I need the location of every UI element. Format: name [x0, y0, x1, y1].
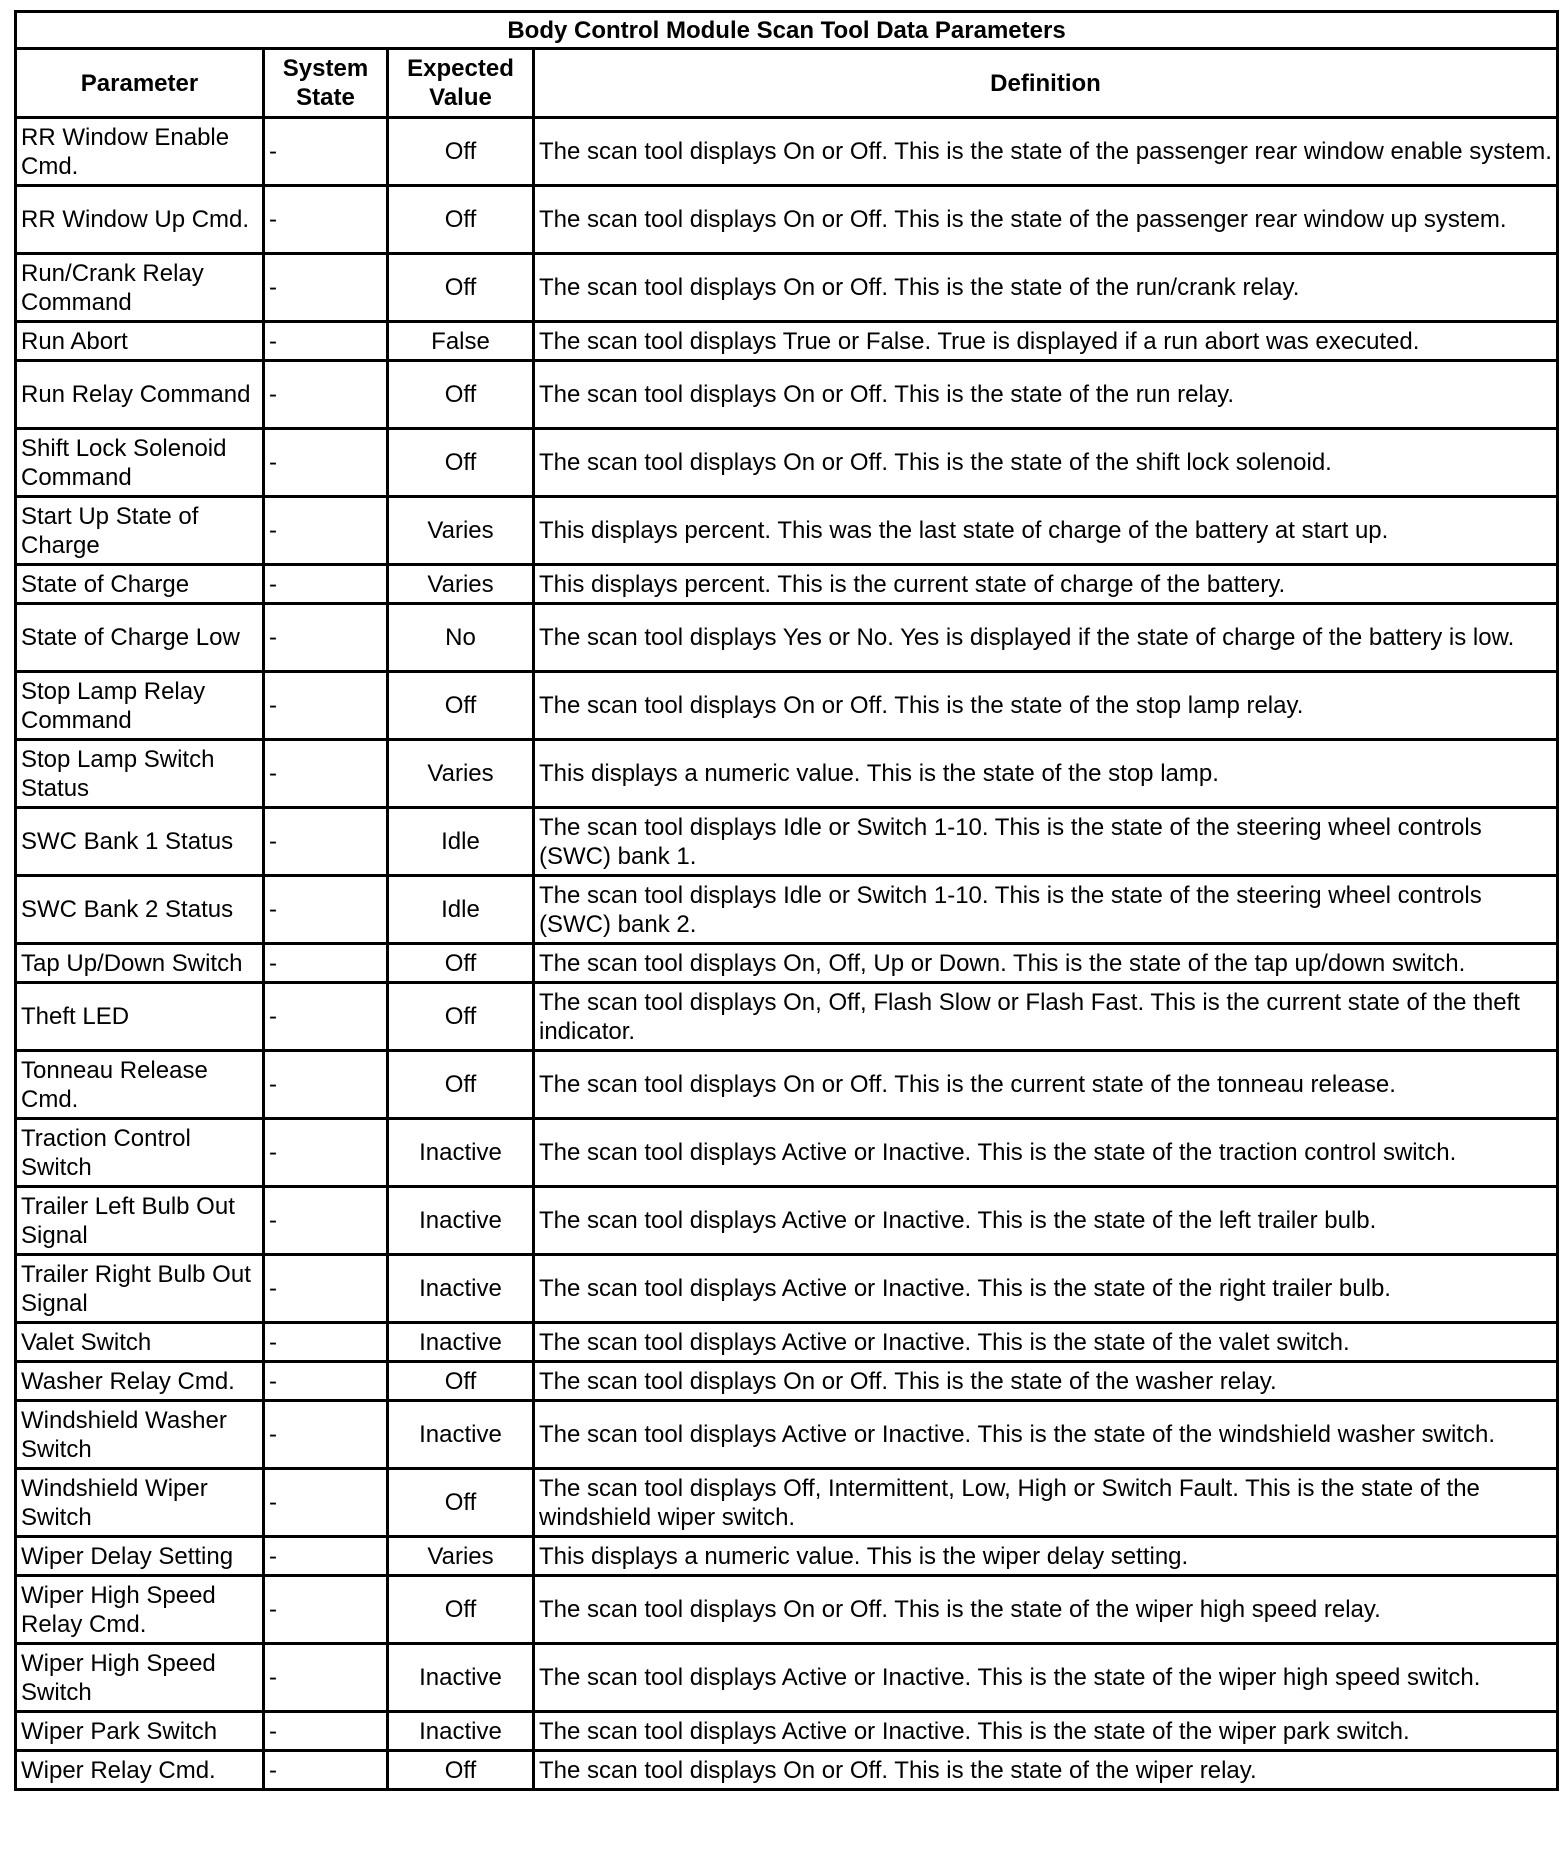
- system-state-cell: -: [264, 1537, 388, 1576]
- definition-cell: The scan tool displays Active or Inactive. This is the state of the wiper high speed switch.: [534, 1644, 1558, 1712]
- table-row: [16, 1323, 1558, 1362]
- table-row: [16, 1751, 1558, 1790]
- parameter-cell: Traction Control Switch: [16, 1119, 264, 1187]
- system-state-cell: -: [264, 876, 388, 944]
- parameter-cell: Windshield Wiper Switch: [16, 1469, 264, 1537]
- table-row: [16, 1255, 1558, 1323]
- expected-value-cell: Idle: [388, 808, 534, 876]
- parameter-cell: State of Charge: [16, 565, 264, 604]
- table-row: [16, 944, 1558, 983]
- definition-cell: This displays a numeric value. This is the wiper delay setting.: [534, 1537, 1558, 1576]
- expected-value-cell: Inactive: [388, 1255, 534, 1323]
- system-state-cell: -: [264, 1187, 388, 1255]
- table-row: [16, 672, 1558, 740]
- table-row: [16, 254, 1558, 322]
- expected-value-cell: Inactive: [388, 1119, 534, 1187]
- definition-cell: The scan tool displays On or Off. This is the state of the shift lock solenoid.: [534, 429, 1558, 497]
- table-row: [16, 808, 1558, 876]
- expected-value-cell: Inactive: [388, 1712, 534, 1751]
- definition-cell: This displays percent. This is the current state of charge of the battery.: [534, 565, 1558, 604]
- table-row: [16, 322, 1558, 361]
- system-state-cell: -: [264, 186, 388, 254]
- system-state-cell: -: [264, 254, 388, 322]
- parameter-cell: Tonneau Release Cmd.: [16, 1051, 264, 1119]
- parameter-cell: Run Abort: [16, 322, 264, 361]
- expected-value-cell: False: [388, 322, 534, 361]
- table-row: [16, 604, 1558, 672]
- table-row: [16, 1712, 1558, 1751]
- definition-cell: The scan tool displays On or Off. This is the current state of the tonneau release.: [534, 1051, 1558, 1119]
- parameter-cell: Washer Relay Cmd.: [16, 1362, 264, 1401]
- definition-cell: The scan tool displays On or Off. This is the state of the wiper high speed relay.: [534, 1576, 1558, 1644]
- table-row: [16, 565, 1558, 604]
- parameter-cell: Trailer Right Bulb Out Signal: [16, 1255, 264, 1323]
- table-row: [16, 1576, 1558, 1644]
- parameter-cell: Stop Lamp Switch Status: [16, 740, 264, 808]
- document-page: [14, 10, 1556, 1791]
- parameter-cell: Wiper High Speed Switch: [16, 1644, 264, 1712]
- table-title: Body Control Module Scan Tool Data Parameters: [16, 12, 1558, 49]
- system-state-cell: -: [264, 1362, 388, 1401]
- definition-cell: The scan tool displays On or Off. This is the state of the passenger rear window up system.: [534, 186, 1558, 254]
- parameter-cell: Wiper Park Switch: [16, 1712, 264, 1751]
- table-row: [16, 118, 1558, 186]
- expected-value-cell: Varies: [388, 565, 534, 604]
- definition-cell: The scan tool displays Yes or No. Yes is displayed if the state of charge of the battery is low.: [534, 604, 1558, 672]
- system-state-cell: -: [264, 361, 388, 429]
- table-row: [16, 876, 1558, 944]
- expected-value-cell: Inactive: [388, 1187, 534, 1255]
- system-state-cell: -: [264, 1401, 388, 1469]
- expected-value-cell: Off: [388, 118, 534, 186]
- expected-value-cell: Off: [388, 1576, 534, 1644]
- definition-cell: The scan tool displays Idle or Switch 1-10. This is the state of the steering wheel controls (SWC) bank 2.: [534, 876, 1558, 944]
- parameter-cell: RR Window Enable Cmd.: [16, 118, 264, 186]
- definition-cell: The scan tool displays Idle or Switch 1-10. This is the state of the steering wheel controls (SWC) bank 1.: [534, 808, 1558, 876]
- column-header-definition: Definition: [534, 49, 1558, 118]
- table-body: [16, 118, 1558, 1790]
- table-row: [16, 429, 1558, 497]
- definition-cell: This displays percent. This was the last state of charge of the battery at start up.: [534, 497, 1558, 565]
- parameter-cell: SWC Bank 2 Status: [16, 876, 264, 944]
- definition-cell: The scan tool displays Off, Intermittent, Low, High or Switch Fault. This is the state of the windshield wiper switch.: [534, 1469, 1558, 1537]
- parameter-cell: Start Up State of Charge: [16, 497, 264, 565]
- definition-cell: The scan tool displays Active or Inactive. This is the state of the valet switch.: [534, 1323, 1558, 1362]
- definition-cell: The scan tool displays On or Off. This is the state of the run/crank relay.: [534, 254, 1558, 322]
- table-row: [16, 361, 1558, 429]
- definition-cell: The scan tool displays On or Off. This is the state of the passenger rear window enable system.: [534, 118, 1558, 186]
- system-state-cell: -: [264, 740, 388, 808]
- expected-value-cell: Off: [388, 186, 534, 254]
- system-state-cell: -: [264, 604, 388, 672]
- table-row: [16, 1119, 1558, 1187]
- system-state-cell: -: [264, 808, 388, 876]
- parameter-cell: Tap Up/Down Switch: [16, 944, 264, 983]
- parameter-cell: Run Relay Command: [16, 361, 264, 429]
- definition-cell: The scan tool displays Active or Inactive. This is the state of the windshield washer switch.: [534, 1401, 1558, 1469]
- parameter-cell: SWC Bank 1 Status: [16, 808, 264, 876]
- table-title-row: [16, 12, 1558, 49]
- system-state-cell: -: [264, 1051, 388, 1119]
- expected-value-cell: Off: [388, 1751, 534, 1790]
- table-row: [16, 1469, 1558, 1537]
- definition-cell: The scan tool displays On or Off. This is the state of the washer relay.: [534, 1362, 1558, 1401]
- system-state-cell: -: [264, 1119, 388, 1187]
- table-row: [16, 1187, 1558, 1255]
- definition-cell: The scan tool displays On or Off. This is the state of the wiper relay.: [534, 1751, 1558, 1790]
- parameter-cell: RR Window Up Cmd.: [16, 186, 264, 254]
- table-row: [16, 1362, 1558, 1401]
- table-row: [16, 1537, 1558, 1576]
- table-header-row: [16, 49, 1558, 118]
- system-state-cell: -: [264, 1712, 388, 1751]
- system-state-cell: -: [264, 1469, 388, 1537]
- system-state-cell: -: [264, 944, 388, 983]
- definition-cell: The scan tool displays On, Off, Flash Slow or Flash Fast. This is the current state of the theft indicator.: [534, 983, 1558, 1051]
- definition-cell: The scan tool displays True or False. True is displayed if a run abort was executed.: [534, 322, 1558, 361]
- definition-cell: The scan tool displays Active or Inactive. This is the state of the wiper park switch.: [534, 1712, 1558, 1751]
- expected-value-cell: Inactive: [388, 1644, 534, 1712]
- parameter-cell: Valet Switch: [16, 1323, 264, 1362]
- expected-value-cell: Off: [388, 254, 534, 322]
- expected-value-cell: Off: [388, 983, 534, 1051]
- scan-tool-data-table: [14, 10, 1559, 1791]
- parameter-cell: Wiper High Speed Relay Cmd.: [16, 1576, 264, 1644]
- system-state-cell: -: [264, 497, 388, 565]
- definition-cell: The scan tool displays Active or Inactive. This is the state of the right trailer bulb.: [534, 1255, 1558, 1323]
- expected-value-cell: No: [388, 604, 534, 672]
- system-state-cell: -: [264, 983, 388, 1051]
- table-row: [16, 1051, 1558, 1119]
- parameter-cell: State of Charge Low: [16, 604, 264, 672]
- table-row: [16, 497, 1558, 565]
- parameter-cell: Stop Lamp Relay Command: [16, 672, 264, 740]
- definition-cell: The scan tool displays On, Off, Up or Down. This is the state of the tap up/down switch.: [534, 944, 1558, 983]
- system-state-cell: -: [264, 1644, 388, 1712]
- column-header-expected-value: Expected Value: [388, 49, 534, 118]
- table-row: [16, 1644, 1558, 1712]
- expected-value-cell: Off: [388, 1362, 534, 1401]
- expected-value-cell: Off: [388, 429, 534, 497]
- system-state-cell: -: [264, 565, 388, 604]
- table-row: [16, 186, 1558, 254]
- system-state-cell: -: [264, 429, 388, 497]
- expected-value-cell: Idle: [388, 876, 534, 944]
- system-state-cell: -: [264, 672, 388, 740]
- expected-value-cell: Varies: [388, 1537, 534, 1576]
- definition-cell: The scan tool displays On or Off. This is the state of the run relay.: [534, 361, 1558, 429]
- system-state-cell: -: [264, 1751, 388, 1790]
- expected-value-cell: Off: [388, 361, 534, 429]
- expected-value-cell: Inactive: [388, 1401, 534, 1469]
- system-state-cell: -: [264, 322, 388, 361]
- expected-value-cell: Off: [388, 672, 534, 740]
- expected-value-cell: Varies: [388, 740, 534, 808]
- expected-value-cell: Varies: [388, 497, 534, 565]
- expected-value-cell: Off: [388, 944, 534, 983]
- parameter-cell: Windshield Washer Switch: [16, 1401, 264, 1469]
- system-state-cell: -: [264, 1576, 388, 1644]
- column-header-parameter: Parameter: [16, 49, 264, 118]
- parameter-cell: Wiper Relay Cmd.: [16, 1751, 264, 1790]
- system-state-cell: -: [264, 118, 388, 186]
- table-row: [16, 740, 1558, 808]
- definition-cell: The scan tool displays Active or Inactive. This is the state of the traction control switch.: [534, 1119, 1558, 1187]
- column-header-system-state: System State: [264, 49, 388, 118]
- parameter-cell: Run/Crank Relay Command: [16, 254, 264, 322]
- table-row: [16, 983, 1558, 1051]
- parameter-cell: Trailer Left Bulb Out Signal: [16, 1187, 264, 1255]
- parameter-cell: Theft LED: [16, 983, 264, 1051]
- system-state-cell: -: [264, 1255, 388, 1323]
- definition-cell: The scan tool displays On or Off. This is the state of the stop lamp relay.: [534, 672, 1558, 740]
- expected-value-cell: Inactive: [388, 1323, 534, 1362]
- parameter-cell: Shift Lock Solenoid Command: [16, 429, 264, 497]
- definition-cell: The scan tool displays Active or Inactive. This is the state of the left trailer bulb.: [534, 1187, 1558, 1255]
- definition-cell: This displays a numeric value. This is the state of the stop lamp.: [534, 740, 1558, 808]
- parameter-cell: Wiper Delay Setting: [16, 1537, 264, 1576]
- expected-value-cell: Off: [388, 1051, 534, 1119]
- system-state-cell: -: [264, 1323, 388, 1362]
- table-row: [16, 1401, 1558, 1469]
- expected-value-cell: Off: [388, 1469, 534, 1537]
